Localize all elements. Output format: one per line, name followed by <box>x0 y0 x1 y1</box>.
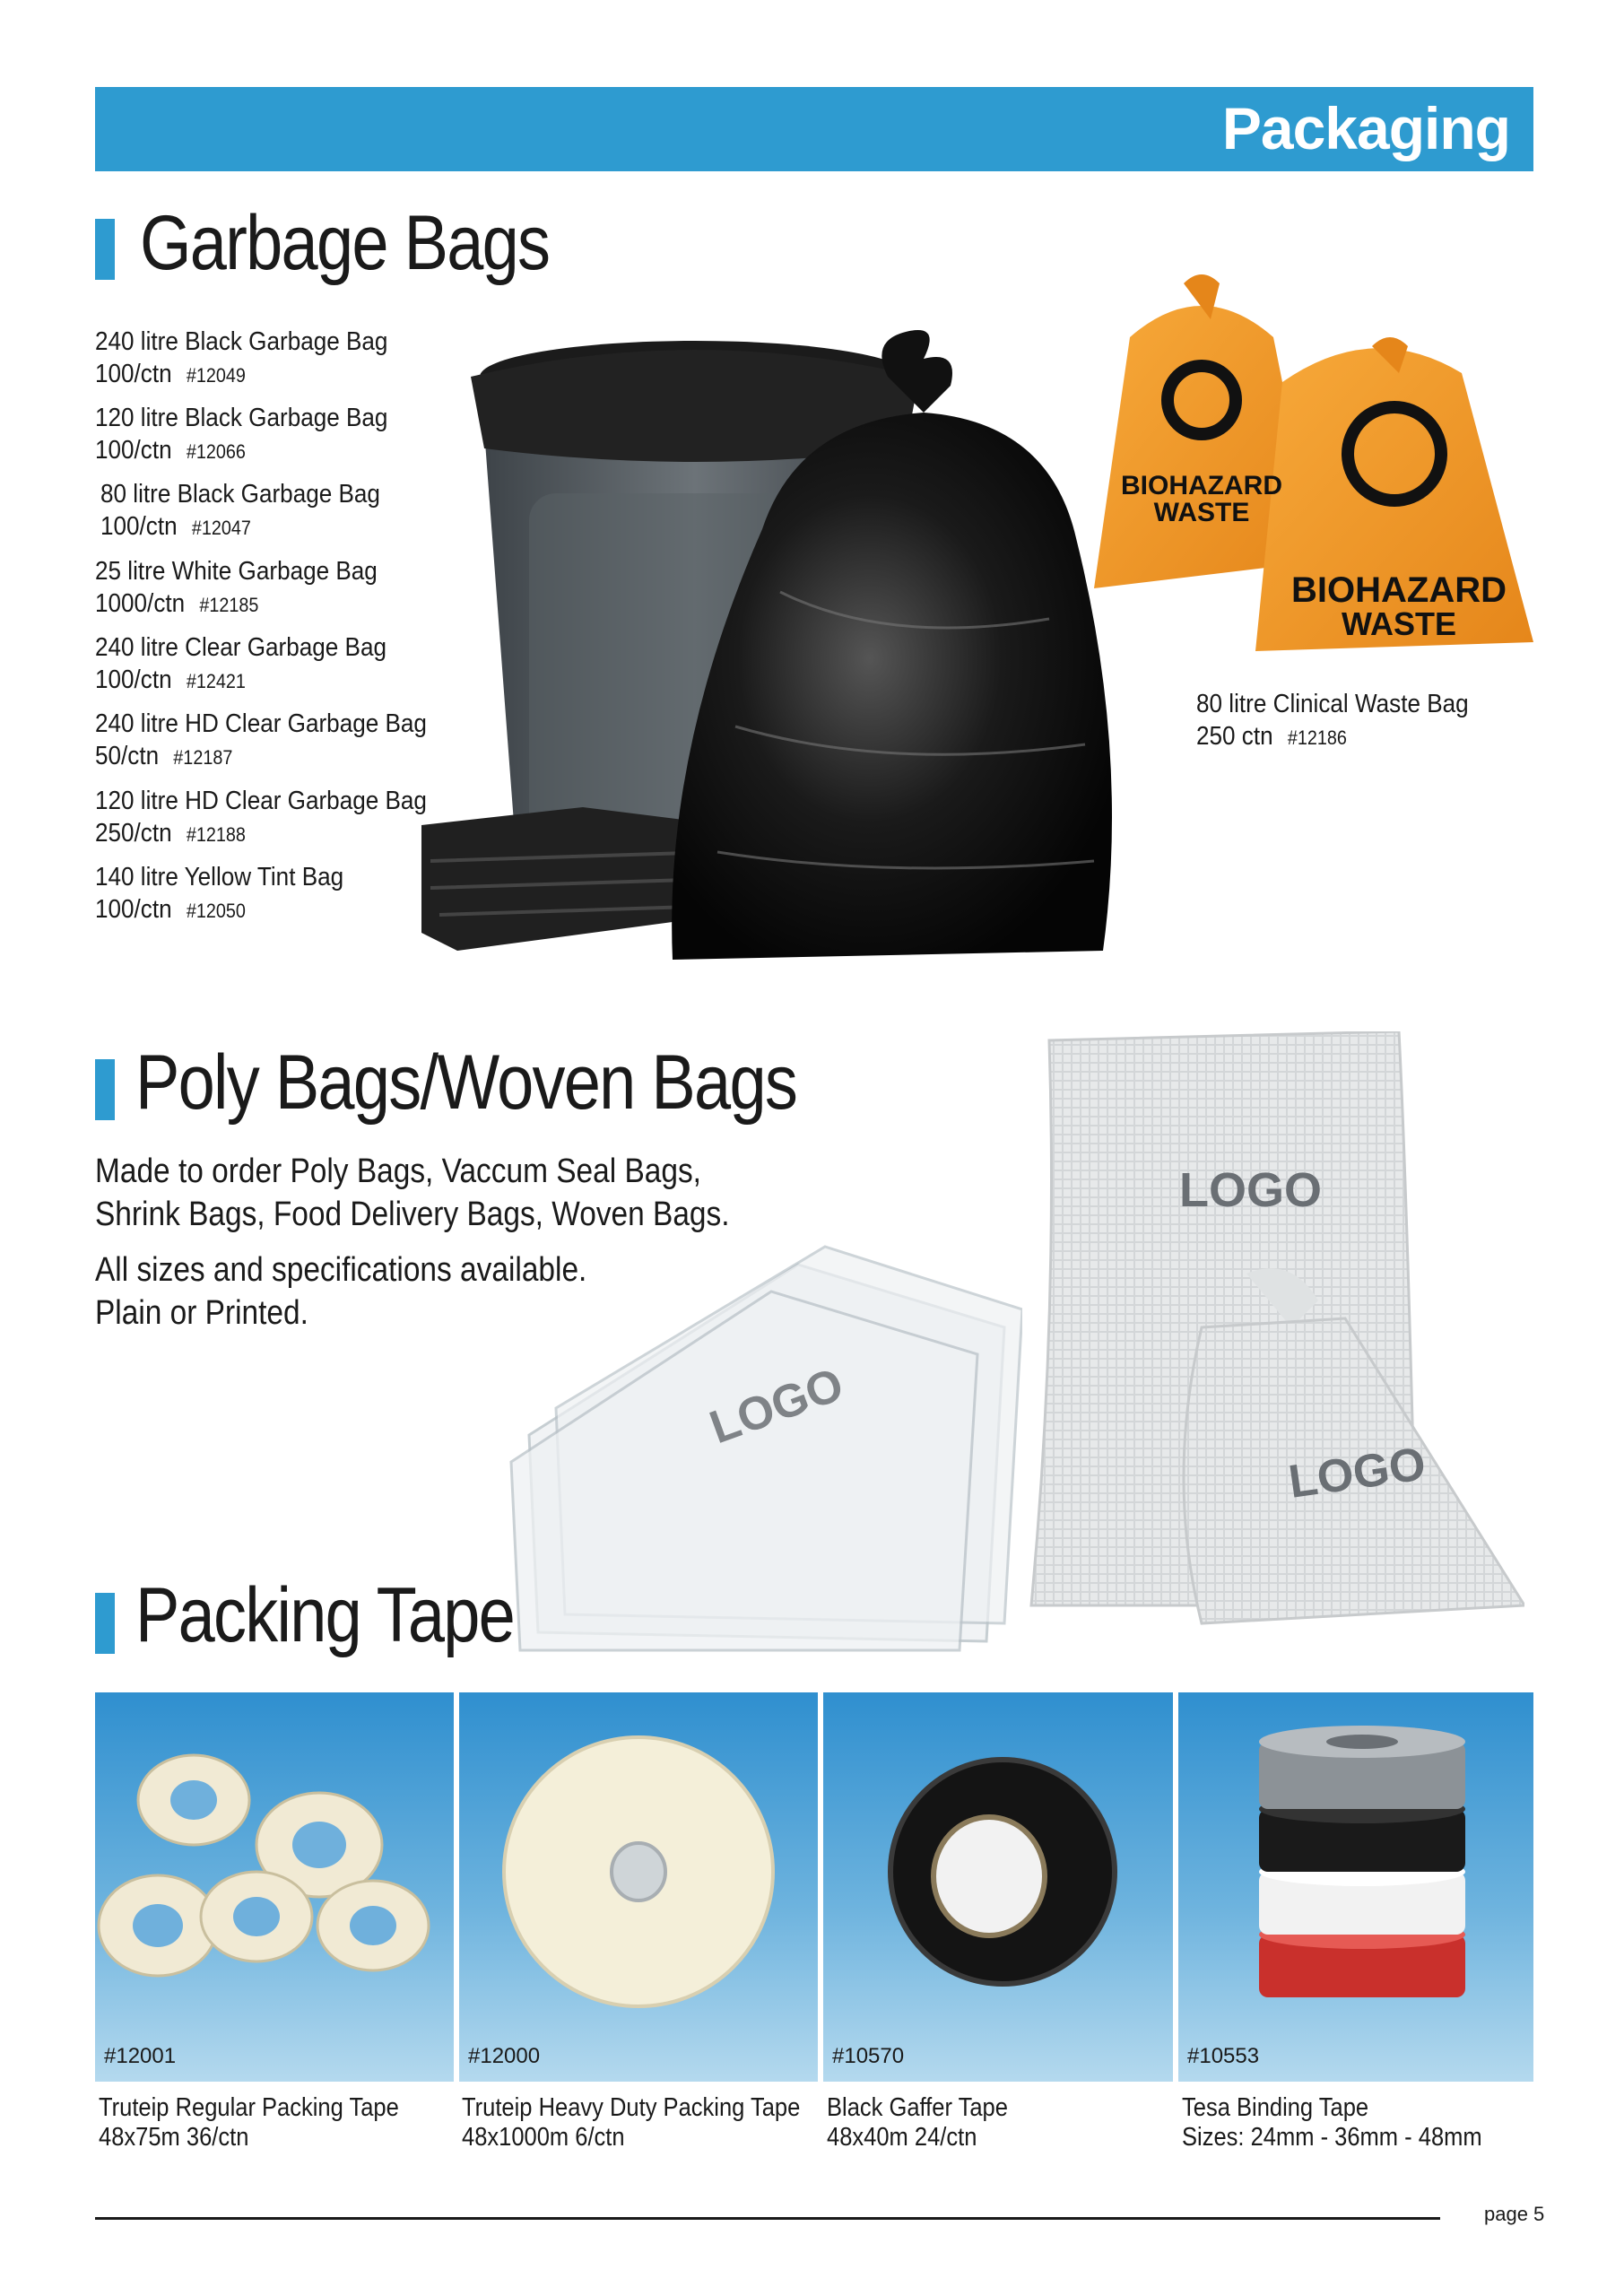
product-code: #12000 <box>468 2044 541 2068</box>
tape-caption: Truteip Heavy Duty Packing Tape 48x1000m 6/ctn <box>462 2093 801 2152</box>
list-item: 240 litre Clear Garbage Bag 100/ctn #12421 <box>95 633 386 694</box>
svg-text:WASTE: WASTE <box>1341 605 1457 642</box>
list-item: 240 litre HD Clear Garbage Bag 50/ctn #12187 <box>95 709 427 770</box>
svg-text:LOGO: LOGO <box>1285 1438 1429 1509</box>
heavy-duty-tape-image <box>459 1692 818 2033</box>
tesa-binding-tape-image <box>1178 1692 1533 2033</box>
tape-tile <box>459 1692 818 2082</box>
clear-tape-rolls-image <box>95 1692 454 2033</box>
page-category-title: Packaging <box>1221 95 1510 161</box>
section-title-garbage-bags: Garbage Bags <box>140 200 550 286</box>
list-item: 120 litre HD Clear Garbage Bag 250/ctn #12188 <box>95 787 427 848</box>
section-title-poly-bags: Poly Bags/Woven Bags <box>135 1039 797 1126</box>
tape-tile <box>95 1692 454 2082</box>
list-item: 80 litre Black Garbage Bag 100/ctn #12047 <box>100 480 380 541</box>
section-title-packing-tape: Packing Tape <box>135 1572 515 1658</box>
section-marker <box>95 219 115 280</box>
list-item: 140 litre Yellow Tint Bag 100/ctn #12050 <box>95 863 344 924</box>
svg-text:LOGO: LOGO <box>1179 1163 1322 1217</box>
section-marker <box>95 1593 115 1654</box>
header-bar <box>95 87 1533 171</box>
clear-poly-bags-image <box>502 1229 1022 1659</box>
woven-bags-image <box>1022 1031 1524 1641</box>
clinical-waste-item: 80 litre Clinical Waste Bag 250 ctn #12186 <box>1196 690 1469 751</box>
tape-caption: Black Gaffer Tape 48x40m 24/ctn <box>827 2093 1008 2152</box>
list-item: 120 litre Black Garbage Bag 100/ctn #12066 <box>95 404 388 465</box>
footer-rule <box>95 2217 1440 2220</box>
svg-text:LOGO: LOGO <box>703 1358 850 1455</box>
product-code: #12001 <box>104 2044 177 2068</box>
tape-caption: Truteip Regular Packing Tape 48x75m 36/ctn <box>99 2093 399 2152</box>
black-gaffer-tape-image <box>823 1692 1173 2033</box>
page-number: page 5 <box>1484 2203 1545 2225</box>
list-item: 25 litre White Garbage Bag 1000/ctn #12185 <box>95 557 378 618</box>
product-code: #10570 <box>832 2044 905 2068</box>
biohazard-bag-image <box>1076 265 1542 660</box>
product-code: #10553 <box>1187 2044 1260 2068</box>
tape-caption: Tesa Binding Tape Sizes: 24mm - 36mm - 48mm <box>1182 2093 1482 2152</box>
garbage-bin-image <box>421 323 1139 978</box>
section-marker <box>95 1059 115 1120</box>
poly-description: Made to order Poly Bags, Vaccum Seal Bags, Shrink Bags, Food Delivery Bags, Woven Bags. All sizes and specifications available. Plain or Printed. <box>95 1152 730 1332</box>
list-item: 240 litre Black Garbage Bag 100/ctn #12049 <box>95 327 388 388</box>
svg-text:BIOHAZARD: BIOHAZARD <box>1121 471 1282 500</box>
tape-tile <box>823 1692 1173 2082</box>
svg-text:BIOHAZARD: BIOHAZARD <box>1291 570 1507 610</box>
tape-tile <box>1178 1692 1533 2082</box>
svg-text:WASTE: WASTE <box>1153 498 1250 527</box>
